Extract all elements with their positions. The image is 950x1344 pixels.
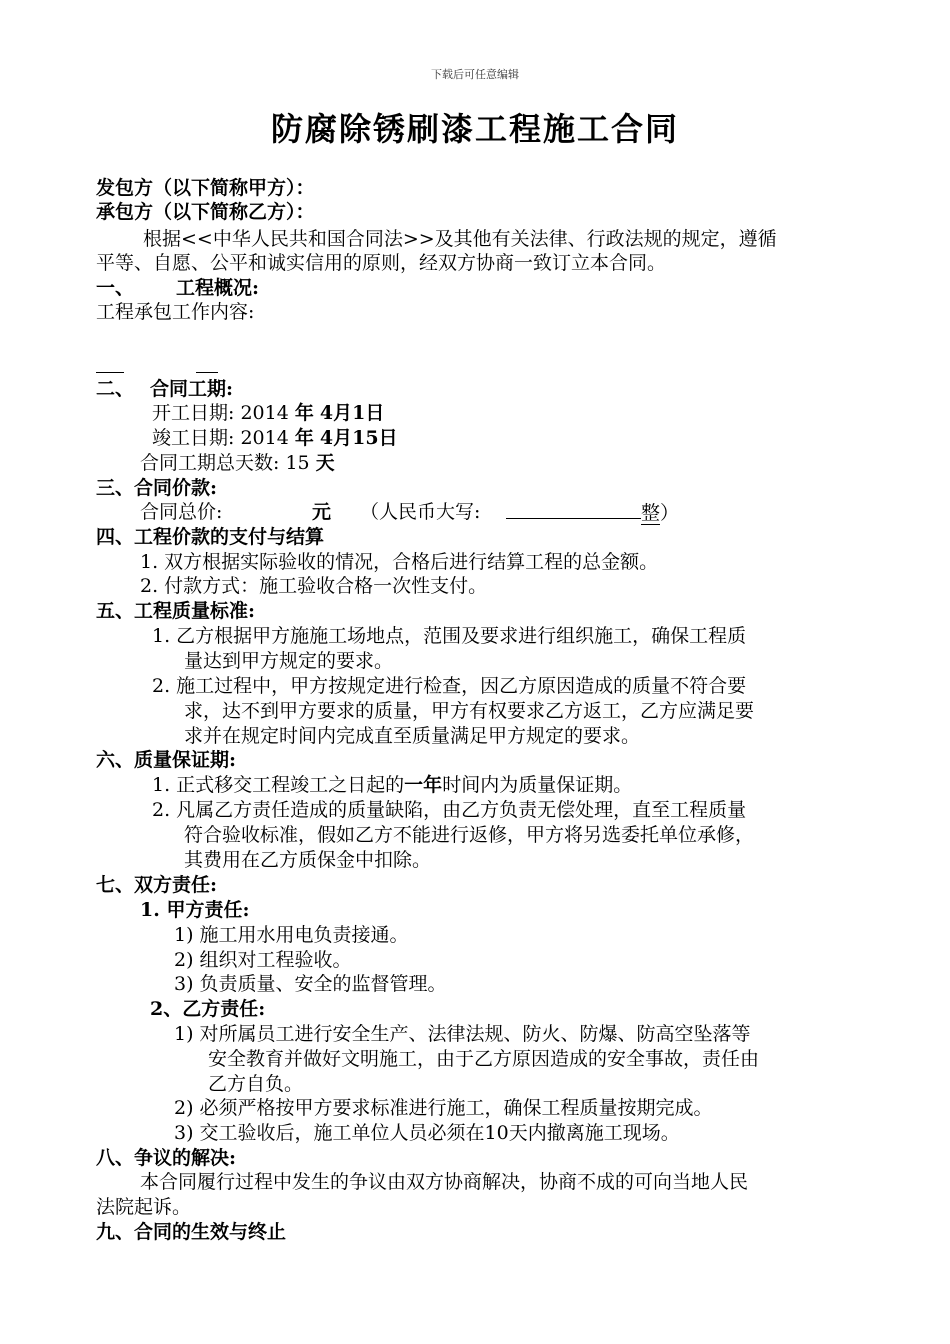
section-8-line-1: 本合同履行过程中发生的争议由双方协商解决，协商不成的可向当地人民	[140, 1171, 749, 1193]
start-date-label: 开工日期: 2014	[152, 402, 289, 424]
preamble-line-1: 根据<<中华人民共和国合同法>>及其他有关法律、行政法规的规定，遵循	[143, 228, 777, 250]
section-7-heading: 七、双方责任:	[96, 874, 218, 896]
section-1-number: 一、	[96, 277, 135, 299]
end-date-year-word: 年	[294, 427, 314, 449]
section-5-item-2-line-2: 求，达不到甲方要求的质量，甲方有权要求乙方返工，乙方应满足要	[184, 700, 755, 722]
party-b-duty-2: 2) 必须严格按甲方要求标准进行施工，确保工程质量按期完成。	[174, 1097, 713, 1119]
price-caps-blank	[506, 500, 641, 519]
start-date-row	[152, 401, 384, 425]
section-5-heading: 五、工程质量标准:	[96, 600, 256, 622]
start-date-year-word: 年	[294, 402, 314, 424]
price-caps-label: （人民币大写:	[360, 501, 481, 523]
section-2-number: 二、	[96, 378, 135, 400]
header-note: 下载后可任意编辑	[431, 68, 519, 81]
section-1-title: 工程概况:	[176, 277, 260, 299]
party-b-duty-1-line-3: 乙方自负。	[208, 1073, 304, 1095]
section-4-heading: 四、工程价款的支付与结算	[96, 526, 325, 548]
total-days-row	[140, 451, 335, 475]
party-b-label: 承包方（以下简称乙方）：	[96, 201, 315, 223]
price-label: 合同总价:	[140, 501, 223, 523]
section-6-item-1	[152, 773, 632, 797]
section-6-item-1-pre: 1. 正式移交工程竣工之日起的	[152, 774, 405, 796]
blank-line-2	[196, 372, 218, 373]
price-caps-field	[506, 500, 679, 525]
price-zheng: 整	[641, 502, 661, 524]
party-a-duty-1: 1) 施工用水用电负责接通。	[174, 924, 409, 946]
section-5-item-2-line-1: 2. 施工过程中，甲方按规定进行检查，因乙方原因造成的质量不符合要	[152, 675, 747, 697]
section-6-item-1-bold: 一年	[404, 774, 443, 796]
section-9-heading: 九、合同的生效与终止	[96, 1221, 287, 1243]
document-title: 防腐除锈刷漆工程施工合同	[270, 110, 679, 148]
section-5-item-1-line-1: 1. 乙方根据甲方施施工场地点，范围及要求进行组织施工，确保工程质	[152, 625, 747, 647]
end-date-label: 竣工日期: 2014	[152, 427, 289, 449]
section-6-heading: 六、质量保证期:	[96, 749, 237, 771]
price-yuan: 元	[312, 501, 332, 523]
party-a-duty-2: 2) 组织对工程验收。	[174, 949, 352, 971]
blank-line-1	[96, 372, 124, 373]
end-date-day: 4月15日	[319, 427, 398, 449]
section-6-item-1-post: 时间内为质量保证期。	[442, 774, 633, 796]
total-days-label: 合同工期总天数: 15	[140, 452, 310, 474]
party-a-duties-heading: 1. 甲方责任:	[140, 899, 250, 921]
section-6-item-2-line-2: 符合验收标准，假如乙方不能进行返修，甲方将另选委托单位承修，	[184, 824, 755, 846]
party-b-duty-1-line-1: 1) 对所属员工进行安全生产、法律法规、防火、防爆、防高空坠落等	[174, 1023, 751, 1045]
section-4-item-2: 2. 付款方式：施工验收合格一次性支付。	[140, 575, 488, 597]
preamble-line-2: 平等、自愿、公平和诚实信用的原则，经双方协商一致订立本合同。	[96, 252, 667, 274]
section-5-item-2-line-3: 求并在规定时间内完成直至质量满足甲方规定的要求。	[184, 725, 641, 747]
party-b-duties-heading: 2、乙方责任:	[150, 998, 266, 1020]
total-days-unit: 天	[315, 452, 335, 474]
end-date-row	[152, 426, 398, 450]
party-a-label: 发包方（以下简称甲方）：	[96, 177, 315, 199]
section-8-line-2: 法院起诉。	[96, 1196, 192, 1218]
section-6-item-2-line-3: 其费用在乙方质保金中扣除。	[184, 849, 432, 871]
section-4-item-1: 1. 双方根据实际验收的情况，合格后进行结算工程的总金额。	[140, 551, 659, 573]
section-3-heading: 三、合同价款:	[96, 477, 218, 499]
party-b-duty-3: 3) 交工验收后，施工单位人员必须在10天内撤离施工现场。	[174, 1122, 680, 1144]
price-close-paren: ）	[660, 502, 680, 524]
section-6-item-2-line-1: 2. 凡属乙方责任造成的质量缺陷，由乙方负责无偿处理，直至工程质量	[152, 799, 747, 821]
section-5-item-1-line-2: 量达到甲方规定的要求。	[184, 650, 394, 672]
party-b-duty-1-line-2: 安全教育并做好文明施工，由于乙方原因造成的安全事故，责任由	[208, 1048, 760, 1070]
section-2-title: 合同工期:	[150, 378, 234, 400]
section-1-content-label: 工程承包工作内容:	[96, 301, 255, 323]
section-8-heading: 八、争议的解决:	[96, 1147, 237, 1169]
party-a-duty-3: 3) 负责质量、安全的监督管理。	[174, 973, 447, 995]
start-date-day: 4月1日	[319, 402, 385, 424]
